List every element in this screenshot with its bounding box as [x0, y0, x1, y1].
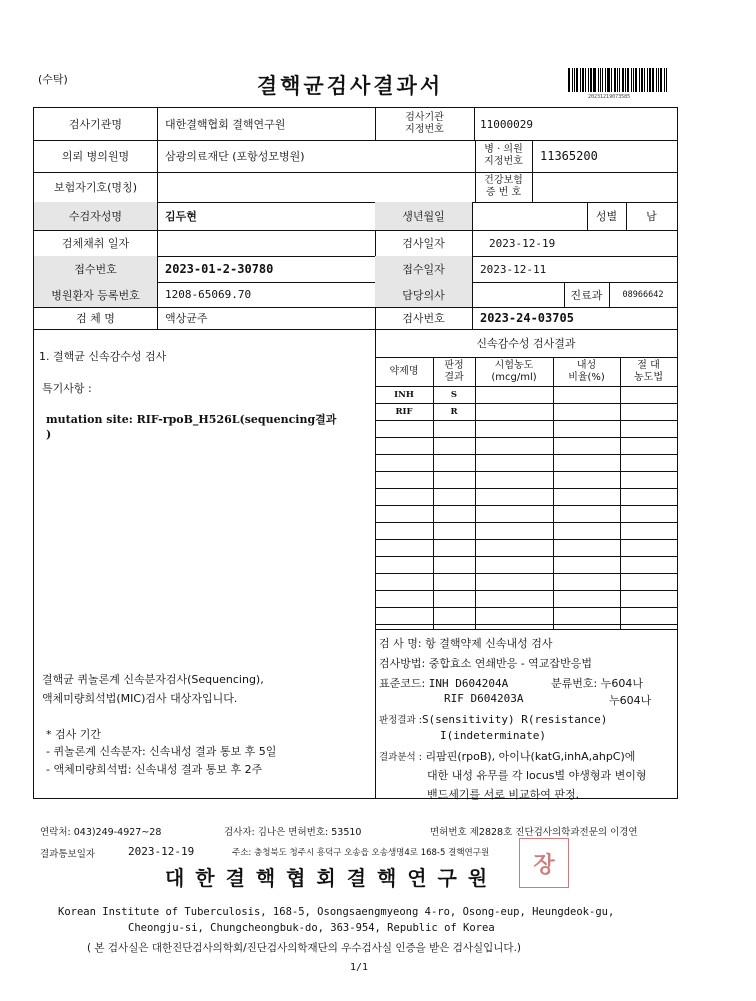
results-cell [553, 386, 620, 403]
doctor-value [478, 282, 562, 307]
page-number: 1/1 [350, 962, 369, 973]
barcode-bar [588, 68, 589, 92]
analysis-row-1: 결과분석 : 리팜핀(rpoB), 아이나(katG,inhA,ahpC)에 [379, 750, 636, 763]
barcode-bar [666, 68, 667, 92]
table-line [375, 539, 677, 540]
results-cell [620, 386, 677, 403]
insurer-value [165, 172, 465, 202]
barcode-bar [611, 68, 612, 92]
barcode-bar [635, 68, 637, 92]
barcode-bar [568, 68, 570, 92]
barcode-bar [590, 68, 592, 92]
results-cell: RIF [395, 406, 413, 417]
table-line [375, 420, 677, 421]
barcode-bar [627, 68, 630, 92]
barcode-bar [572, 68, 573, 92]
table-line [375, 488, 677, 489]
code-row-1: 표준코드: INH D604204A [379, 677, 509, 690]
barcode-bar [633, 68, 634, 92]
barcode-bar [576, 68, 579, 92]
mutation-line-1: mutation site: RIF-rpoB_H526L(sequencing결과 [46, 413, 337, 426]
table-line [375, 522, 677, 523]
address: 주소: 충청북도 청주시 흥덕구 오송읍 오송생명4로 168-5 결핵연구원 [232, 848, 490, 858]
barcode-bar [639, 68, 640, 92]
results-title: 신속감수성 검사결과 [476, 337, 576, 350]
req-no-label: 병 · 의원 지정번호 [484, 144, 523, 167]
period-title: * 검사 기간 [46, 728, 101, 741]
results-cell [475, 403, 553, 420]
en-address-1: Korean Institute of Tuberculosis, 168-5, Osongsaengmyeong 4-ro, Osong-eup, Heungdeok-gu, [58, 906, 615, 918]
table-line [375, 471, 677, 472]
class-row-1: 분류번호: 누604나 [551, 677, 643, 690]
barcode-bar [656, 68, 657, 92]
health-value [540, 172, 670, 202]
barcode-bar [622, 68, 624, 92]
analysis-3: 밴드세기를 서로 비교하여 판정. [427, 788, 580, 801]
test-no-label: 검사번호 [402, 312, 445, 325]
copy-label: (수탁) [38, 73, 68, 86]
results-header: 절 대 농도법 [634, 359, 663, 383]
health-label: 건강보험 증 번 호 [484, 175, 523, 198]
barcode-bar [625, 68, 626, 92]
barcode-bar [582, 68, 584, 92]
judge-2: I(indeterminate) [440, 729, 546, 742]
inst-no-value: 11000029 [480, 117, 533, 131]
barcode [568, 64, 668, 92]
results-cell: S [450, 389, 458, 400]
test-name-row: 검 사 명: 항 결핵약제 신속내성 검사 [379, 637, 553, 650]
insurer-label: 보험자기호(명칭) [54, 181, 137, 194]
dept-label: 진료과 [570, 288, 603, 302]
req-no-value: 11365200 [540, 149, 598, 163]
barcode-bar [602, 68, 604, 92]
barcode-bar [600, 68, 601, 92]
barcode-bar [574, 68, 575, 92]
table-line [375, 556, 677, 557]
report-date: 2023-12-19 [128, 845, 195, 858]
license: 면허번호 제2828호 진단검사의학과전문의 이경연 [430, 827, 638, 838]
barcode-bar [619, 68, 620, 92]
results-header: 판정 결과 [444, 359, 464, 383]
barcode-bar [644, 68, 645, 92]
barcode-bar [660, 68, 662, 92]
cert-note: ( 본 검사실은 대한진단검사의학회/진단검사의학재단의 우수검사실 인증을 받은 검사실입니다.) [87, 942, 522, 954]
table-line [375, 505, 677, 506]
table-line [375, 573, 677, 574]
section-title: 1. 결핵균 신속감수성 검사 [39, 350, 167, 363]
table-line [375, 590, 677, 591]
test-date-label: 검사일자 [402, 237, 445, 250]
results-cell [475, 386, 553, 403]
contact: 연락처: 043)249-4927~28 [40, 827, 162, 838]
recv-date-value: 2023-12-11 [480, 262, 547, 276]
recv-date-label: 접수일자 [375, 256, 472, 282]
note-line-1: 결핵균 퀴놀론계 신속분자검사(Sequencing), [42, 673, 264, 686]
birth-label: 생년월일 [375, 202, 472, 230]
barcode-bar [617, 68, 618, 92]
results-header: 내성 비율(%) [568, 359, 605, 383]
results-cell: R [450, 406, 458, 417]
org-name: 대 한 결 핵 협 회 결 핵 연 구 원 [165, 866, 490, 890]
inst-no-label: 검사기관 지정번호 [405, 112, 444, 135]
barcode-bar [631, 68, 632, 92]
req-label: 의뢰 병의원명 [61, 150, 130, 163]
analysis-2: 대한 내성 유무를 각 locus별 야생형과 변이형 [427, 769, 647, 782]
official-seal: 장 [519, 838, 569, 888]
req-value: 삼광의료재단 (포항성모병원) [165, 150, 305, 163]
table-line [375, 437, 677, 438]
period-2: - 액체미량희석법: 신속내성 결과 통보 후 2주 [46, 763, 263, 776]
results-cell: INH [394, 389, 414, 400]
table-line [375, 607, 677, 608]
dept-value: 08966642 [622, 289, 664, 300]
report-date-label: 결과통보일자 [40, 849, 96, 860]
patient-label: 수검자성명 [34, 202, 157, 230]
results-header: 약제명 [389, 365, 419, 377]
sex-label: 성별 [595, 210, 618, 223]
test-no-value: 2023-24-03705 [480, 311, 574, 325]
barcode-bar [647, 68, 648, 92]
recv-no-label: 접수번호 [34, 256, 157, 282]
patient-value: 김두현 [165, 210, 197, 223]
judge-row-1: 판정결과 :S(sensitivity) R(resistance) [379, 713, 608, 726]
mutation-line-2: ) [46, 428, 52, 441]
collect-value [165, 230, 370, 256]
barcode-bar [605, 68, 606, 92]
barcode-bar [614, 68, 616, 92]
barcode-bar [598, 68, 599, 92]
results-header: 시험농도 (mcg/ml) [491, 359, 537, 383]
document-title: 결핵균검사결과서 [256, 73, 444, 98]
inspector: 검사자: 김나은 면허번호: 53510 [224, 827, 362, 838]
barcode-bar [585, 68, 586, 92]
birth-value [478, 202, 583, 230]
special-label: 특기사항 : [42, 382, 92, 395]
table-line [375, 454, 677, 455]
table-line [375, 624, 677, 625]
code-2: RIF D604203A [444, 692, 524, 705]
inst-label: 검사기관명 [68, 118, 123, 131]
barcode-bar [607, 68, 610, 92]
period-1: - 퀴놀론계 신속분자: 신속내성 결과 통보 후 5일 [46, 745, 277, 758]
barcode-bar [593, 68, 596, 92]
sex-value: 남 [646, 210, 657, 223]
collect-label: 검체채취 일자 [61, 237, 130, 250]
hosp-id-value: 1208-65069.70 [165, 288, 252, 301]
inst-value: 대한결핵협회 결핵연구원 [165, 118, 286, 131]
result-form [33, 107, 678, 799]
barcode-bar [580, 68, 581, 92]
barcode-bar [664, 68, 665, 92]
specimen-label: 검 체 명 [76, 312, 115, 325]
results-cell [553, 403, 620, 420]
barcode-bar [641, 68, 643, 92]
method-row: 검사방법: 중합효소 연쇄반응 - 역교잡반응법 [379, 657, 592, 670]
recv-no-value: 2023-01-2-30780 [165, 262, 274, 276]
doctor-label: 담당의사 [375, 282, 472, 307]
barcode-number: 20231219073585 [588, 94, 631, 100]
specimen-value: 액상균주 [165, 312, 208, 325]
class-2: 누604나 [609, 694, 652, 707]
en-address-2: Cheongju-si, Chungcheongbuk-do, 363-954, Republic of Korea [128, 922, 495, 934]
barcode-bar [658, 68, 659, 92]
barcode-bar [649, 68, 652, 92]
test-date-value: 2023-12-19 [489, 236, 556, 250]
note-line-2: 액체미량희석법(MIC)검사 대상자입니다. [42, 692, 238, 705]
hosp-id-label: 병원환자 등록번호 [34, 282, 157, 307]
barcode-bar [652, 68, 654, 92]
results-cell [620, 403, 677, 420]
